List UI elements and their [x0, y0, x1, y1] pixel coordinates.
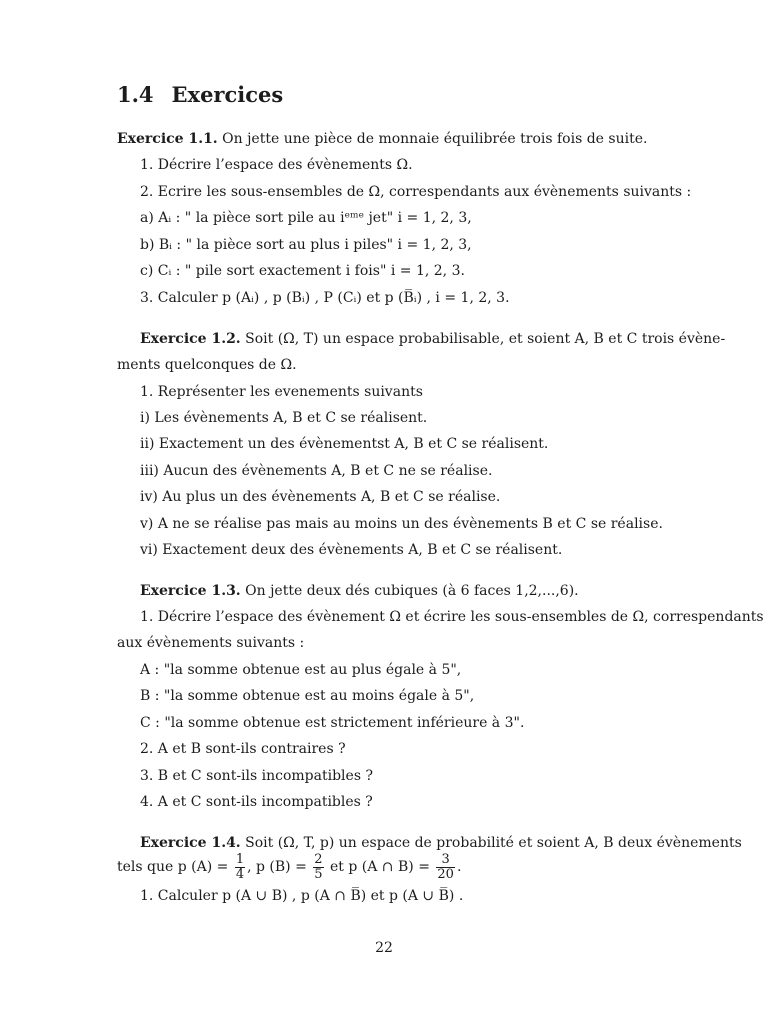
exercise-2-item-vi: vi) Exactement deux des évènements A, B et C se réalisent.	[140, 542, 563, 558]
exercise-3-question-1-cont: aux évènements suivants :	[117, 635, 305, 651]
exercise-3-question-4: 4. A et C sont-ils incompatibles ?	[140, 794, 373, 810]
probability-mid-2: et p (A ∩ B) =	[330, 859, 430, 875]
exercise-heading: Exercice 1.4.	[140, 835, 241, 851]
fraction-p-b	[313, 853, 323, 882]
exercise-3-question-1: 1. Décrire l’espace des évènement Ω et écrire les sous-ensembles de Ω, correspendants	[140, 609, 764, 625]
exercise-2-intro	[140, 330, 725, 348]
exercise-text: Soit (Ω, T) un espace probabilisable, et soient A, B et C trois évène-	[245, 331, 726, 347]
exercise-1-item-c: c) Cᵢ : " pile sort exactement i fois" i = 1, 2, 3.	[140, 263, 465, 279]
exercise-heading: Exercice 1.1.	[117, 131, 218, 147]
fraction-denominator: 4	[235, 866, 245, 882]
fraction-numerator: 2	[314, 851, 323, 867]
exercise-1-item-2: 2. Ecrire les sous-ensembles de Ω, correspendants aux évènements suivants :	[140, 184, 692, 200]
exercise-4-intro	[140, 834, 742, 852]
probability-prefix: tels que p (A) =	[117, 859, 229, 875]
exercise-1-item-3: 3. Calculer p (Aᵢ) , p (Bᵢ) , P (Cᵢ) et p (B̅ᵢ) , i = 1, 2, 3.	[140, 290, 510, 306]
exercise-3-event-b: B : "la somme obtenue est au moins égale à 5",	[140, 688, 475, 704]
exercise-3-question-2: 2. A et B sont-ils contraires ?	[140, 741, 346, 757]
exercise-1-item-a: a) Aᵢ : " la pièce sort pile au iᵉᵐᵉ jet" i = 1, 2, 3,	[140, 210, 472, 226]
exercise-text: On jette une pièce de monnaie équilibrée trois fois de suite.	[222, 131, 648, 147]
fraction-denominator: 5	[314, 866, 323, 882]
exercise-3-event-a: A : "la somme obtenue est au plus égale à 5",	[140, 662, 462, 678]
fraction-p-a	[235, 853, 245, 882]
exercise-1-intro	[117, 130, 647, 148]
exercise-heading: Exercice 1.2.	[140, 331, 241, 347]
exercise-heading: Exercice 1.3.	[140, 583, 241, 599]
exercise-1-item-1: 1. Décrire l’espace des évènements Ω.	[140, 157, 413, 173]
page-number: 22	[375, 940, 393, 956]
exercise-4-probabilities	[117, 852, 461, 882]
fraction-numerator: 3	[436, 853, 455, 868]
exercise-2-item-v: v) A ne se réalise pas mais au moins un des évènements B et C se réalise.	[140, 516, 663, 532]
section-number: 1.4	[117, 82, 154, 107]
probability-mid-1: , p (B) =	[247, 859, 307, 875]
section-heading	[117, 82, 283, 107]
exercise-3-intro	[140, 582, 579, 600]
exercise-text: Soit (Ω, T, p) un espace de probabilité et soient A, B deux évènements	[245, 835, 742, 851]
exercise-2-item-i: i) Les évènements A, B et C se réalisent.	[140, 410, 428, 426]
exercise-1-item-b: b) Bᵢ : " la pièce sort au plus i piles" i = 1, 2, 3,	[140, 237, 472, 253]
exercise-2-item-iii: iii) Aucun des évènements A, B et C ne se réalise.	[140, 463, 493, 479]
exercise-3-question-3: 3. B et C sont-ils incompatibles ?	[140, 768, 373, 784]
exercise-2-item-1: 1. Représenter les evenements suivants	[140, 384, 423, 400]
exercise-2-item-ii: ii) Exactement un des évènementst A, B et C se réalisent.	[140, 436, 549, 452]
exercise-3-event-c: C : "la somme obtenue est strictement inférieure à 3".	[140, 715, 525, 731]
exercise-text: On jette deux dés cubiques (à 6 faces 1,2,...,6).	[245, 583, 579, 599]
exercise-2-intro-cont: ments quelconques de Ω.	[117, 357, 297, 373]
fraction-numerator: 1	[235, 851, 245, 867]
fraction-denominator: 20	[437, 866, 454, 882]
exercise-2-item-iv: iv) Au plus un des évènements A, B et C se réalise.	[140, 489, 501, 505]
section-title: Exercices	[171, 82, 284, 107]
fraction-p-a-inter-b	[436, 853, 455, 882]
exercise-4-question-1: 1. Calculer p (A ∪ B) , p (A ∩ B̅) et p (A ∪ B̅) .	[140, 888, 464, 904]
probability-end: .	[456, 859, 462, 875]
